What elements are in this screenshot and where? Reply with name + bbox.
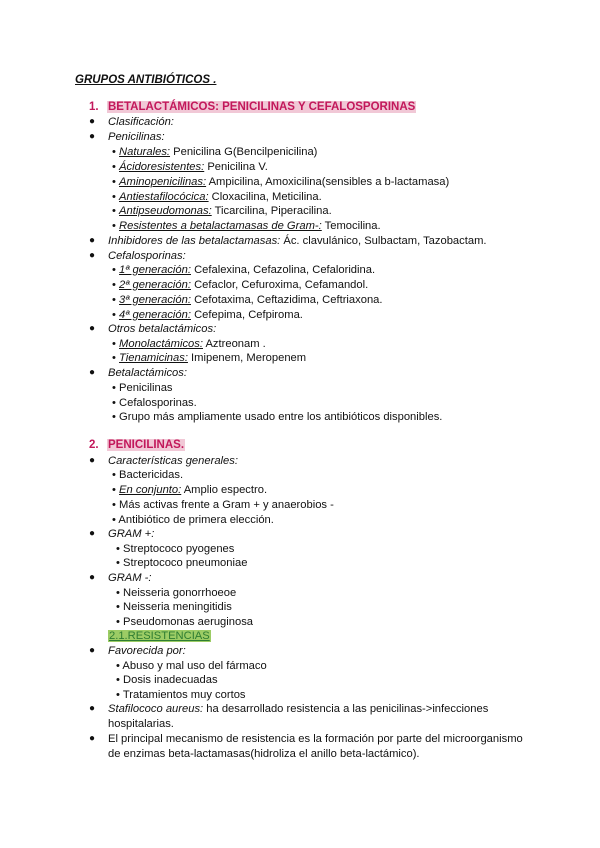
list-item-otros: ● Otros betalactámicos:: [89, 323, 217, 335]
section-1-number: 1.: [89, 101, 99, 113]
sub-item-dosis: • Dosis inadecuadas: [116, 674, 218, 686]
sub-item-aminopenicilinas: • Aminopenicilinas: Ampicilina, Amoxicilina(sensibles a b-lactamasa): [112, 176, 450, 188]
bullet-icon: ●: [89, 367, 96, 378]
sub-item-antiestafilococica: • Antiestafilocócica: Cloxacilina, Meticilina.: [112, 191, 322, 203]
bullet-icon: ●: [89, 455, 96, 466]
sub-item-en-conjunto: • En conjunto: Amplio espectro.: [112, 484, 268, 496]
sub-item-gen-1: • 1ª generación: Cefalexina, Cefazolina, Cefaloridina.: [112, 264, 376, 276]
sub-item-grupo: • Grupo más ampliamente usado entre los antibióticos disponibles.: [112, 411, 443, 423]
section-2-title: PENICILINAS.: [108, 439, 185, 451]
list-item-penicilinas: ● Penicilinas:: [89, 131, 165, 143]
list-item-estafilococo: ● Stafilococo aureus: ha desarrollado resistencia a las penicilinas->infecciones hospitalarias.: [89, 703, 489, 730]
list-item-gram-pos: ● GRAM +:: [89, 528, 155, 540]
sub-item-acidoresistentes: • Ácidoresistentes: Penicilina V.: [112, 161, 268, 173]
sub-item-bactericidas: • Bactericidas.: [112, 469, 184, 481]
sub-item-abuso: • Abuso y mal uso del fármaco: [116, 660, 267, 672]
sub-item-meningitidis: • Neisseria meningitidis: [116, 601, 232, 613]
sub-item-cefalosporinas: • Cefalosporinas.: [112, 397, 197, 409]
sub-item-antipseudomonas: • Antipseudomonas: Ticarcilina, Piperacilina.: [112, 205, 332, 217]
sub-item-penicilinas: • Penicilinas: [112, 382, 173, 394]
bullet-icon: ●: [89, 250, 96, 261]
bullet-icon: ●: [89, 528, 96, 539]
bullet-icon: ●: [89, 116, 96, 127]
list-item-caracteristicas: ● Características generales:: [89, 455, 238, 467]
bullet-icon: ●: [89, 235, 96, 246]
sub-item-gonorrhoeoe: • Neisseria gonorrhoeoe: [116, 587, 237, 599]
bullet-icon: ●: [89, 572, 96, 583]
sub-item-mas-activas: • Más activas frente a Gram + y anaerobios -: [112, 499, 334, 511]
subheading-resistencias: 2.1.RESISTENCIAS: [109, 630, 210, 642]
document-title: GRUPOS ANTIBIÓTICOS .: [75, 74, 217, 86]
bullet-icon: ●: [89, 131, 96, 142]
sub-item-pneumoniae: • Streptococo pneumoniae: [116, 557, 248, 569]
list-item-cefalosporinas: ● Cefalosporinas:: [89, 250, 186, 262]
list-item-inhibidores: ● Inhibidores de las betalactamasas: Ác. clavulánico, Sulbactam, Tazobactam.: [89, 235, 487, 247]
bullet-icon: ●: [89, 323, 96, 334]
sub-item-naturales: • Naturales: Penicilina G(Bencilpenicilina): [112, 146, 318, 158]
list-item-betalactamicos: ● Betalactámicos:: [89, 367, 187, 379]
sub-item-resistentes: • Resistentes a betalactamasas de Gram-: Temocilina.: [112, 220, 381, 232]
bullet-icon: ●: [89, 645, 96, 656]
sub-item-gen-2: • 2ª generación: Cefaclor, Cefuroxima, Cefamandol.: [112, 279, 369, 291]
list-item-mecanismo: ● El principal mecanismo de resistencia es la formación por parte del microorganismo de enzimas beta-lactamasas(hidroliza el anillo beta-lactámico).: [89, 733, 523, 760]
section-2-heading: [89, 438, 185, 452]
sub-item-gen-4: • 4ª generación: Cefepima, Cefpiroma.: [112, 309, 303, 321]
sub-item-monolactamicos: • Monolactámicos: Aztreonam .: [112, 338, 266, 350]
bullet-icon: ●: [89, 703, 96, 714]
list-item-gram-neg: ● GRAM -:: [89, 572, 152, 584]
section-1-heading: [89, 100, 416, 114]
sub-item-gen-3: • 3ª generación: Cefotaxima, Ceftazidima, Ceftriaxona.: [112, 294, 383, 306]
section-1-title: BETALACTÁMICOS: PENICILINAS Y CEFALOSPORINAS: [108, 101, 416, 113]
sub-item-tienamicinas: • Tienamicinas: Imipenem, Meropenem: [112, 352, 307, 364]
sub-item-aeruginosa: • Pseudomonas aeruginosa: [116, 616, 254, 628]
bullet-icon: ●: [89, 733, 96, 744]
section-2-number: 2.: [89, 439, 99, 451]
sub-item-pyogenes: • Streptococo pyogenes: [116, 543, 235, 555]
sub-item-tratamientos: • Tratamientos muy cortos: [116, 689, 246, 701]
sub-item-primera-eleccion: • Antibiótico de primera elección.: [112, 514, 274, 526]
list-item-favorecida: ● Favorecida por:: [89, 645, 186, 657]
list-item-clasificacion: ● Clasificación:: [89, 116, 174, 128]
